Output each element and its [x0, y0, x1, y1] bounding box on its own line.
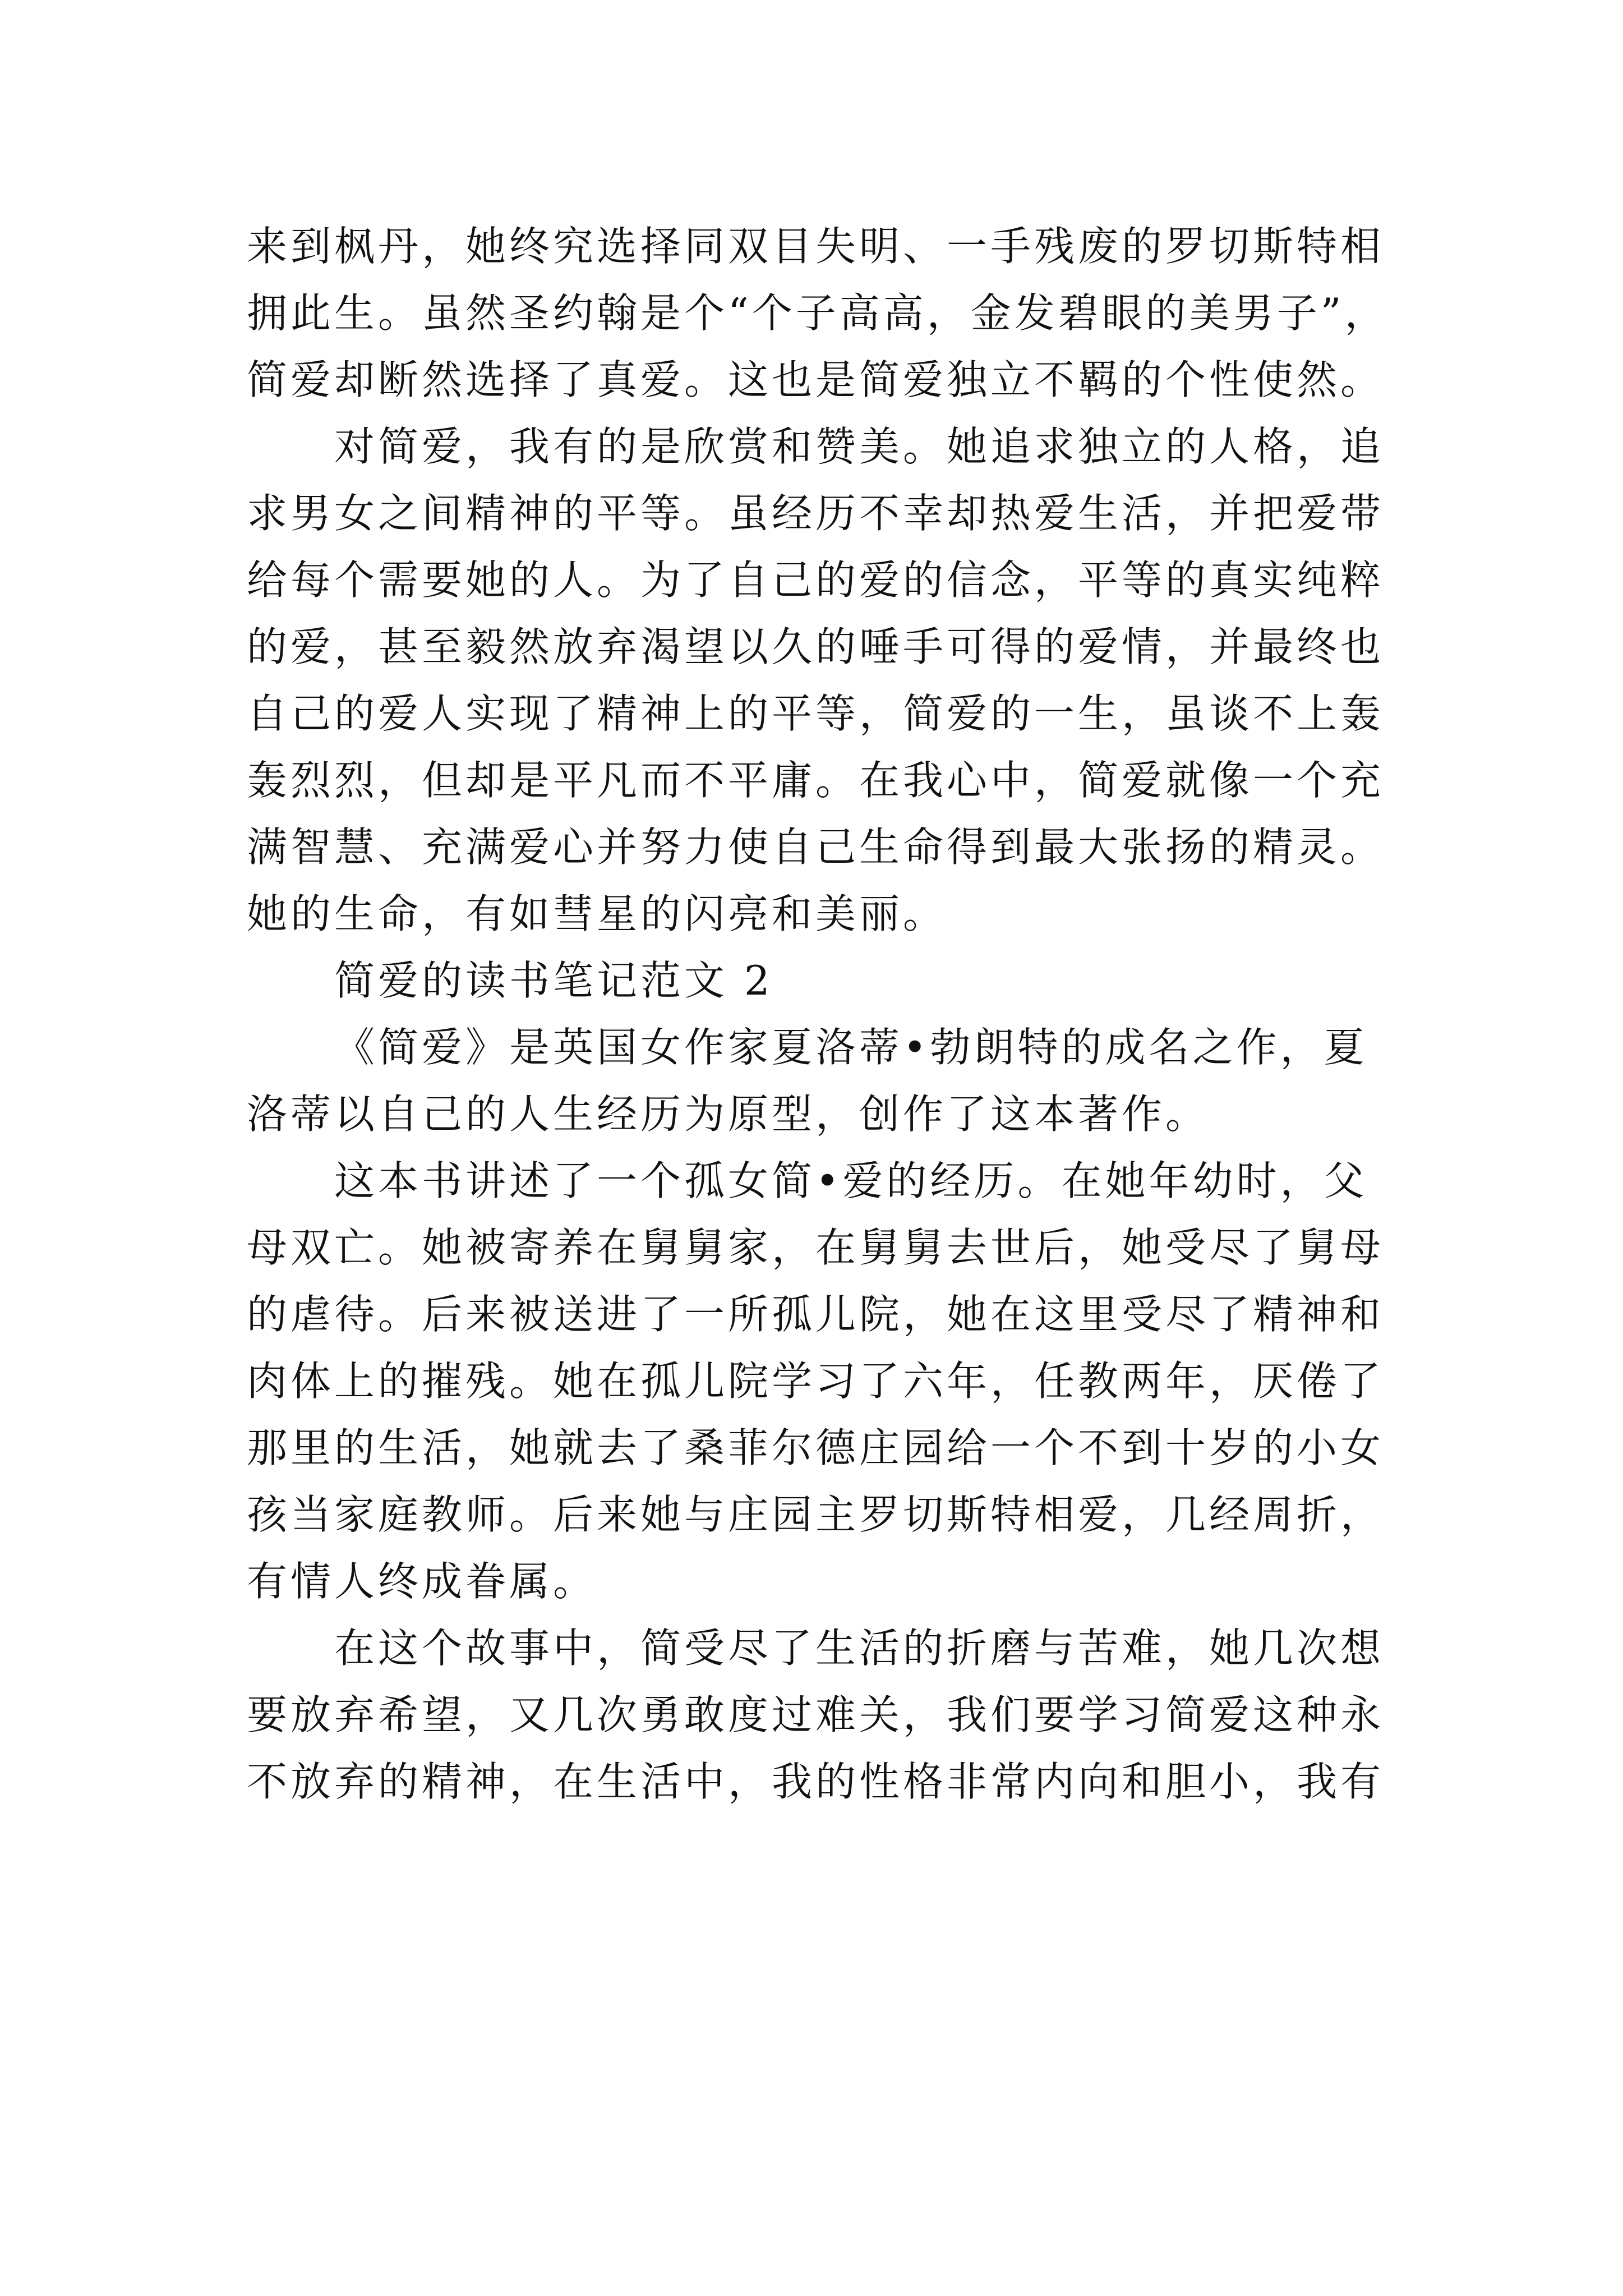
text-line: 洛蒂以自己的人生经历为原型，创作了这本著作。	[247, 1091, 1210, 1138]
text-line: 不放弃的精神，在生活中，我的性格非常内向和胆小，我有	[247, 1758, 1385, 1805]
text-line: 的爱，甚至毅然放弃渴望以久的唾手可得的爱情，并最终也	[247, 623, 1385, 670]
text-line: 有情人终成眷属。	[247, 1558, 597, 1605]
text-line: 要放弃希望，又几次勇敢度过难关，我们要学习简爱这种永	[247, 1691, 1385, 1738]
text-line: 孩当家庭教师。后来她与庄园主罗切斯特相爱，几经周折，	[247, 1491, 1385, 1538]
text-line: 那里的生活，她就去了桑菲尔德庄园给一个不到十岁的小女	[247, 1424, 1385, 1471]
section-heading: 简爱的读书笔记范文 2	[334, 957, 773, 1004]
paragraph-start-line: 对简爱，我有的是欣赏和赞美。她追求独立的人格，追	[334, 423, 1385, 470]
text-line: 拥此生。虽然圣约翰是个“个子高高，金发碧眼的美男子”，	[247, 289, 1389, 337]
paragraph-start-line: 《简爱》是英国女作家夏洛蒂•勃朗特的成名之作，夏	[334, 1024, 1368, 1071]
document-body	[247, 213, 1396, 1815]
text-line: 来到枫丹，她终究选择同双目失明、一手残废的罗切斯特相	[247, 223, 1385, 270]
text-line: 肉体上的摧残。她在孤儿院学习了六年，任教两年，厌倦了	[247, 1358, 1385, 1405]
paragraph-start-line: 这本书讲述了一个孤女简•爱的经历。在她年幼时，父	[334, 1157, 1368, 1204]
text-line: 求男女之间精神的平等。虽经历不幸却热爱生活，并把爱带	[247, 490, 1385, 537]
text-line: 轰烈烈，但却是平凡而不平庸。在我心中，简爱就像一个充	[247, 757, 1385, 804]
text-line: 简爱却断然选择了真爱。这也是简爱独立不羁的个性使然。	[247, 356, 1385, 403]
text-line: 满智慧、充满爱心并努力使自己生命得到最大张扬的精灵。	[247, 823, 1385, 871]
text-line: 母双亡。她被寄养在舅舅家，在舅舅去世后，她受尽了舅母	[247, 1224, 1385, 1271]
text-line: 给每个需要她的人。为了自己的爱的信念，平等的真实纯粹	[247, 556, 1385, 604]
text-line: 自己的爱人实现了精神上的平等，简爱的一生，虽谈不上轰	[247, 690, 1385, 737]
text-line: 的虐待。后来被送进了一所孤儿院，她在这里受尽了精神和	[247, 1291, 1385, 1338]
text-line: 她的生命，有如彗星的闪亮和美丽。	[247, 890, 947, 937]
paragraph-start-line: 在这个故事中，简受尽了生活的折磨与苦难，她几次想	[334, 1625, 1385, 1672]
